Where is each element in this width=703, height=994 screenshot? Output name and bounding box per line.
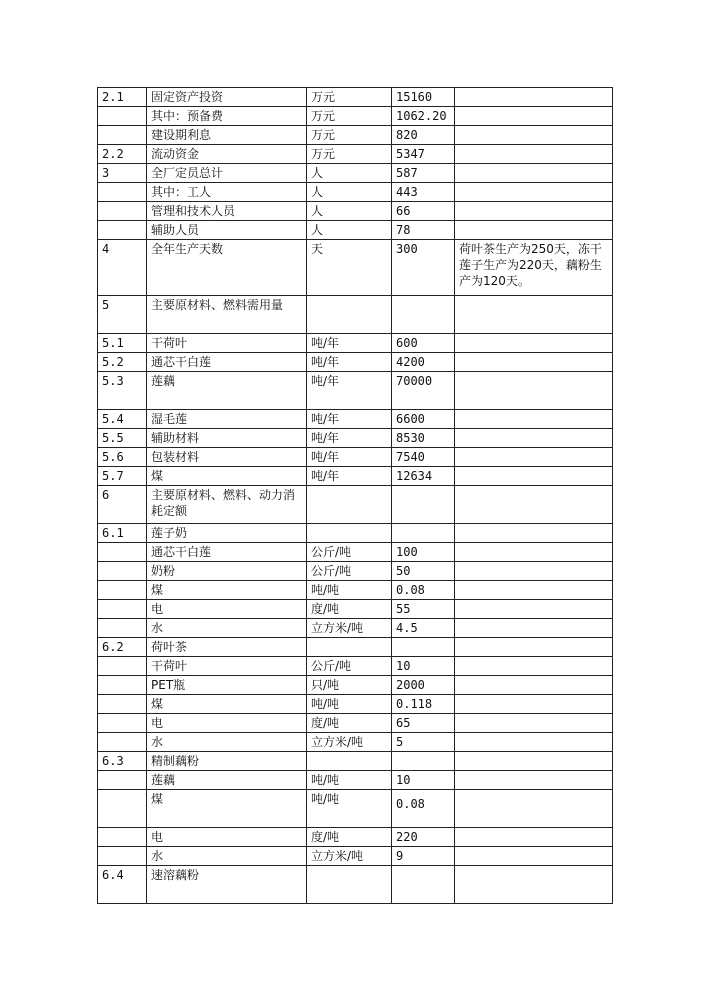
row-item: 全厂定员总计 bbox=[147, 164, 307, 183]
row-note: 荷叶茶生产为250天，冻干莲子生产为220天，藕粉生产为120天。 bbox=[455, 240, 613, 296]
row-number bbox=[98, 126, 147, 145]
row-item: 管理和技术人员 bbox=[147, 202, 307, 221]
row-number: 6.4 bbox=[98, 866, 147, 904]
row-number bbox=[98, 676, 147, 695]
row-item: 电 bbox=[147, 600, 307, 619]
row-value: 10 bbox=[392, 657, 455, 676]
row-note bbox=[455, 353, 613, 372]
row-number: 3 bbox=[98, 164, 147, 183]
row-number: 5.2 bbox=[98, 353, 147, 372]
row-number: 2.2 bbox=[98, 145, 147, 164]
row-number: 5.1 bbox=[98, 334, 147, 353]
row-unit: 吨/吨 bbox=[307, 790, 392, 828]
row-unit: 吨/年 bbox=[307, 372, 392, 410]
row-note bbox=[455, 733, 613, 752]
row-value: 7540 bbox=[392, 448, 455, 467]
table-row bbox=[98, 619, 613, 638]
row-note bbox=[455, 828, 613, 847]
row-value: 70000 bbox=[392, 372, 455, 410]
row-number bbox=[98, 714, 147, 733]
table-row bbox=[98, 657, 613, 676]
row-note bbox=[455, 467, 613, 486]
row-unit: 吨/年 bbox=[307, 448, 392, 467]
row-note bbox=[455, 676, 613, 695]
row-unit: 只/吨 bbox=[307, 676, 392, 695]
table-row bbox=[98, 183, 613, 202]
row-unit: 万元 bbox=[307, 126, 392, 145]
row-item: 煤 bbox=[147, 790, 307, 828]
table-row bbox=[98, 334, 613, 353]
row-number bbox=[98, 847, 147, 866]
row-value: 65 bbox=[392, 714, 455, 733]
row-item: 精制藕粉 bbox=[147, 752, 307, 771]
row-value: 5 bbox=[392, 733, 455, 752]
table-row bbox=[98, 543, 613, 562]
row-unit: 公斤/吨 bbox=[307, 657, 392, 676]
table-row bbox=[98, 828, 613, 847]
table-row bbox=[98, 240, 613, 296]
row-note bbox=[455, 657, 613, 676]
row-value: 78 bbox=[392, 221, 455, 240]
row-value: 587 bbox=[392, 164, 455, 183]
row-note bbox=[455, 638, 613, 657]
row-unit: 吨/年 bbox=[307, 467, 392, 486]
row-value: 300 bbox=[392, 240, 455, 296]
row-note bbox=[455, 790, 613, 828]
row-item: 主要原材料、燃料需用量 bbox=[147, 296, 307, 334]
table-row bbox=[98, 88, 613, 107]
row-note bbox=[455, 88, 613, 107]
row-number: 6.1 bbox=[98, 524, 147, 543]
row-value bbox=[392, 524, 455, 543]
row-unit: 万元 bbox=[307, 88, 392, 107]
row-value bbox=[392, 752, 455, 771]
table-row bbox=[98, 467, 613, 486]
row-value: 100 bbox=[392, 543, 455, 562]
row-value: 50 bbox=[392, 562, 455, 581]
row-unit bbox=[307, 296, 392, 334]
row-item: 固定资产投资 bbox=[147, 88, 307, 107]
row-note bbox=[455, 126, 613, 145]
row-value: 12634 bbox=[392, 467, 455, 486]
row-note bbox=[455, 486, 613, 524]
row-note bbox=[455, 771, 613, 790]
row-value: 4200 bbox=[392, 353, 455, 372]
row-unit: 度/吨 bbox=[307, 600, 392, 619]
row-item: 水 bbox=[147, 733, 307, 752]
row-value: 55 bbox=[392, 600, 455, 619]
row-note bbox=[455, 619, 613, 638]
row-value: 0.08 bbox=[392, 581, 455, 600]
row-item: 电 bbox=[147, 828, 307, 847]
row-number bbox=[98, 183, 147, 202]
table-row bbox=[98, 847, 613, 866]
row-note bbox=[455, 107, 613, 126]
row-unit bbox=[307, 752, 392, 771]
row-unit: 吨/年 bbox=[307, 353, 392, 372]
row-item: 莲藕 bbox=[147, 372, 307, 410]
row-item: 湿毛莲 bbox=[147, 410, 307, 429]
table-row bbox=[98, 695, 613, 714]
row-unit bbox=[307, 524, 392, 543]
table-row bbox=[98, 448, 613, 467]
row-number bbox=[98, 562, 147, 581]
row-item: 建设期利息 bbox=[147, 126, 307, 145]
row-number bbox=[98, 733, 147, 752]
table-row bbox=[98, 429, 613, 448]
row-number bbox=[98, 221, 147, 240]
table-row bbox=[98, 221, 613, 240]
row-note bbox=[455, 183, 613, 202]
row-number bbox=[98, 619, 147, 638]
row-unit: 公斤/吨 bbox=[307, 562, 392, 581]
row-item: 莲子奶 bbox=[147, 524, 307, 543]
row-note bbox=[455, 714, 613, 733]
row-value: 9 bbox=[392, 847, 455, 866]
row-item: 速溶藕粉 bbox=[147, 866, 307, 904]
row-unit: 吨/吨 bbox=[307, 695, 392, 714]
row-note bbox=[455, 524, 613, 543]
row-unit: 人 bbox=[307, 164, 392, 183]
row-unit: 吨/吨 bbox=[307, 771, 392, 790]
row-unit: 天 bbox=[307, 240, 392, 296]
row-item: 水 bbox=[147, 619, 307, 638]
table-row bbox=[98, 296, 613, 334]
row-value: 1062.20 bbox=[392, 107, 455, 126]
row-value: 0.08 bbox=[392, 790, 455, 828]
row-item: 包装材料 bbox=[147, 448, 307, 467]
row-number bbox=[98, 657, 147, 676]
row-value: 15160 bbox=[392, 88, 455, 107]
row-note bbox=[455, 334, 613, 353]
row-item: 干荷叶 bbox=[147, 657, 307, 676]
row-item: 全年生产天数 bbox=[147, 240, 307, 296]
row-note bbox=[455, 296, 613, 334]
row-note bbox=[455, 695, 613, 714]
row-unit: 度/吨 bbox=[307, 714, 392, 733]
row-number: 5.7 bbox=[98, 467, 147, 486]
row-item: 通芯干白莲 bbox=[147, 543, 307, 562]
row-note bbox=[455, 372, 613, 410]
row-unit: 人 bbox=[307, 202, 392, 221]
row-note bbox=[455, 164, 613, 183]
row-value: 220 bbox=[392, 828, 455, 847]
row-value bbox=[392, 296, 455, 334]
table-row bbox=[98, 790, 613, 828]
row-number: 5.5 bbox=[98, 429, 147, 448]
row-number bbox=[98, 581, 147, 600]
row-item: 其中：预备费 bbox=[147, 107, 307, 126]
table-row bbox=[98, 733, 613, 752]
row-number bbox=[98, 771, 147, 790]
row-item: 煤 bbox=[147, 467, 307, 486]
row-unit: 立方米/吨 bbox=[307, 733, 392, 752]
table-row bbox=[98, 771, 613, 790]
row-unit: 吨/吨 bbox=[307, 581, 392, 600]
row-number: 4 bbox=[98, 240, 147, 296]
row-item: 辅助人员 bbox=[147, 221, 307, 240]
row-unit bbox=[307, 486, 392, 524]
row-unit: 人 bbox=[307, 183, 392, 202]
row-value bbox=[392, 486, 455, 524]
row-value: 4.5 bbox=[392, 619, 455, 638]
row-value: 5347 bbox=[392, 145, 455, 164]
table-row bbox=[98, 562, 613, 581]
row-note bbox=[455, 410, 613, 429]
row-value: 66 bbox=[392, 202, 455, 221]
row-item: 煤 bbox=[147, 695, 307, 714]
row-number bbox=[98, 543, 147, 562]
row-unit: 立方米/吨 bbox=[307, 847, 392, 866]
row-item: PET瓶 bbox=[147, 676, 307, 695]
row-value: 2000 bbox=[392, 676, 455, 695]
table-row bbox=[98, 410, 613, 429]
row-value bbox=[392, 638, 455, 657]
table-row bbox=[98, 372, 613, 410]
row-item: 通芯干白莲 bbox=[147, 353, 307, 372]
row-item: 辅助材料 bbox=[147, 429, 307, 448]
table-row bbox=[98, 126, 613, 145]
row-note bbox=[455, 847, 613, 866]
table-row bbox=[98, 145, 613, 164]
row-note bbox=[455, 581, 613, 600]
table-row bbox=[98, 638, 613, 657]
row-item: 流动资金 bbox=[147, 145, 307, 164]
row-unit: 立方米/吨 bbox=[307, 619, 392, 638]
table-row bbox=[98, 164, 613, 183]
row-number: 6 bbox=[98, 486, 147, 524]
row-number bbox=[98, 202, 147, 221]
table-row bbox=[98, 353, 613, 372]
row-note bbox=[455, 866, 613, 904]
row-number: 2.1 bbox=[98, 88, 147, 107]
row-note bbox=[455, 429, 613, 448]
row-unit: 吨/年 bbox=[307, 410, 392, 429]
row-number: 6.2 bbox=[98, 638, 147, 657]
row-note bbox=[455, 543, 613, 562]
row-value: 8530 bbox=[392, 429, 455, 448]
table-row bbox=[98, 107, 613, 126]
row-value: 6600 bbox=[392, 410, 455, 429]
row-number bbox=[98, 828, 147, 847]
row-unit: 公斤/吨 bbox=[307, 543, 392, 562]
table-row bbox=[98, 524, 613, 543]
row-item: 水 bbox=[147, 847, 307, 866]
row-item: 莲藕 bbox=[147, 771, 307, 790]
row-unit: 度/吨 bbox=[307, 828, 392, 847]
row-value: 443 bbox=[392, 183, 455, 202]
table-row bbox=[98, 600, 613, 619]
row-note bbox=[455, 448, 613, 467]
table-row bbox=[98, 676, 613, 695]
row-item: 其中：工人 bbox=[147, 183, 307, 202]
row-unit: 万元 bbox=[307, 145, 392, 164]
row-item: 奶粉 bbox=[147, 562, 307, 581]
table-row bbox=[98, 714, 613, 733]
row-value bbox=[392, 866, 455, 904]
row-value: 820 bbox=[392, 126, 455, 145]
row-number: 5 bbox=[98, 296, 147, 334]
row-item: 电 bbox=[147, 714, 307, 733]
row-item: 主要原材料、燃料、动力消耗定额 bbox=[147, 486, 307, 524]
row-note bbox=[455, 221, 613, 240]
row-number: 6.3 bbox=[98, 752, 147, 771]
row-unit: 吨/年 bbox=[307, 334, 392, 353]
row-note bbox=[455, 202, 613, 221]
table-row bbox=[98, 486, 613, 524]
spec-table bbox=[97, 87, 613, 904]
table-row bbox=[98, 752, 613, 771]
row-unit: 人 bbox=[307, 221, 392, 240]
row-unit bbox=[307, 866, 392, 904]
row-unit bbox=[307, 638, 392, 657]
row-number: 5.6 bbox=[98, 448, 147, 467]
table-row bbox=[98, 581, 613, 600]
row-note bbox=[455, 145, 613, 164]
table-row bbox=[98, 202, 613, 221]
row-item: 荷叶茶 bbox=[147, 638, 307, 657]
row-number: 5.4 bbox=[98, 410, 147, 429]
row-note bbox=[455, 752, 613, 771]
row-value: 600 bbox=[392, 334, 455, 353]
row-item: 煤 bbox=[147, 581, 307, 600]
row-number bbox=[98, 107, 147, 126]
row-value: 10 bbox=[392, 771, 455, 790]
row-item: 干荷叶 bbox=[147, 334, 307, 353]
row-number bbox=[98, 600, 147, 619]
row-number: 5.3 bbox=[98, 372, 147, 410]
row-number bbox=[98, 790, 147, 828]
row-value: 0.118 bbox=[392, 695, 455, 714]
table-row bbox=[98, 866, 613, 904]
row-number bbox=[98, 695, 147, 714]
row-unit: 吨/年 bbox=[307, 429, 392, 448]
row-unit: 万元 bbox=[307, 107, 392, 126]
row-note bbox=[455, 562, 613, 581]
row-note bbox=[455, 600, 613, 619]
